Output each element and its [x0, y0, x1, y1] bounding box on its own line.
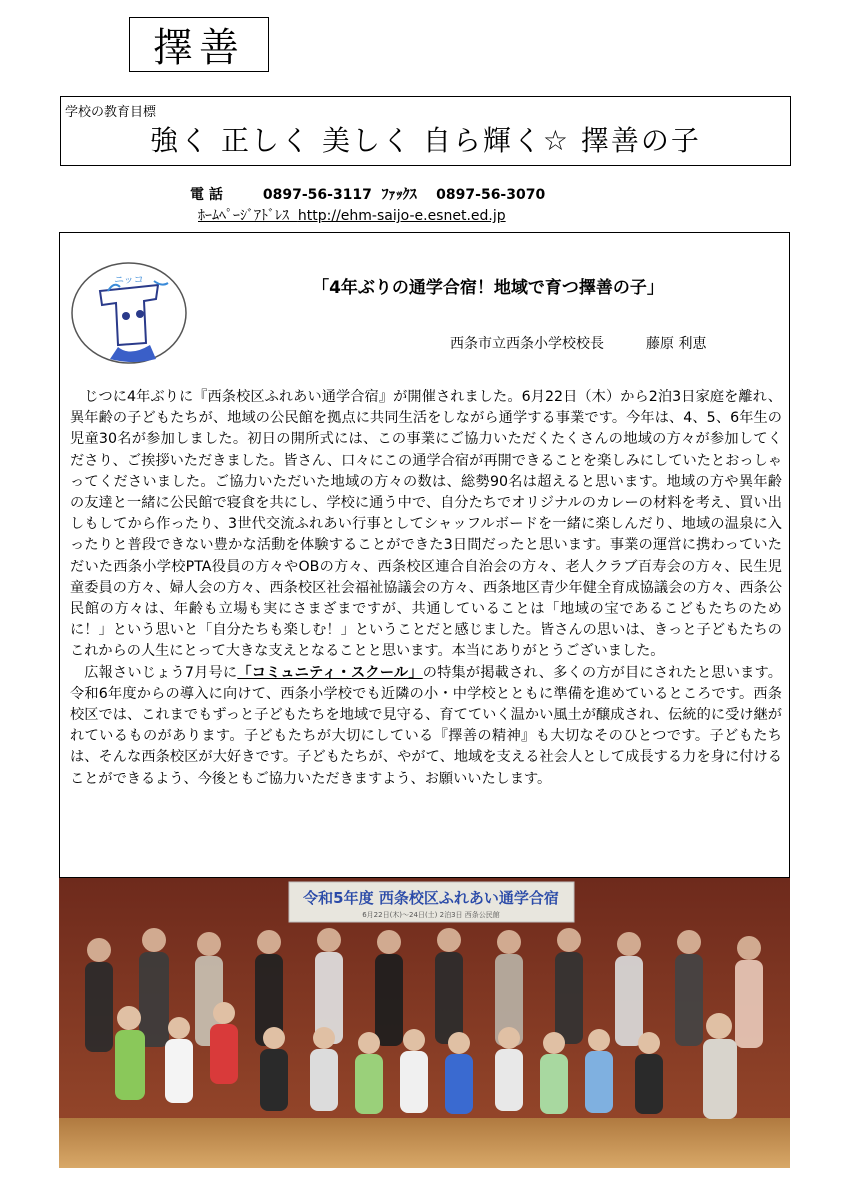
homepage-link[interactable]: http://ehm-saijo-e.esnet.ed.jp [297, 208, 506, 224]
mascot-icon [70, 261, 188, 365]
article-author [450, 333, 706, 353]
banner-title: 令和5年度 西条校区ふれあい通学合宿 [303, 889, 559, 907]
contact-info [190, 184, 545, 204]
phone-label: 電 話 [190, 187, 223, 203]
mascot-text: ニッコ [114, 275, 144, 286]
fax-number: 0897-56-3070 [436, 187, 546, 203]
group-photo [59, 878, 790, 1168]
education-goal-box [60, 96, 791, 166]
banner-subtitle: 6月22日(木)〜24日(土) 2泊3日 西条公民館 [362, 911, 500, 919]
group-photo-image [59, 878, 790, 1168]
paragraph-2 [70, 663, 782, 790]
phone-number: 0897-56-3117 [262, 187, 372, 203]
homepage-label: ﾎｰﾑﾍﾟｰｼﾞｱﾄﾞﾚｽ [198, 208, 289, 224]
paragraph-2-rest: の特集が掲載され、多くの方が目にされたと思います。令和6年度からの導入に向けて、西条小学校でも近隣の小・中学校とともに準備を進めているところです。西条校区では、これまでもずっと子どもたちを地域で見守る、育てていく温かい風土が醸成され、伝統的に受け継がれているものがあります。子どもたちが大切にしている『擇善の精神』も大切なそのひとつです。子どもたちは、そんな西条校区が大好きです。子どもたちが、やがて、地域を支える社会人として成長する力を身に付けることができるよう、今後ともご協力いただきますよう、お願いいたします。 [70, 664, 782, 787]
goal-text: 強く 正しく 美しく 自ら輝く☆ 擇善の子 [150, 124, 701, 157]
article-title: 「4年ぶりの通学合宿！地域で育つ擇善の子」 [312, 278, 664, 298]
paragraph-2-lead: 広報さいじょう7月号に [84, 664, 238, 681]
article-box [59, 232, 790, 878]
school-logo [129, 17, 269, 72]
community-school-highlight: 「コミュニティ・スクール」 [237, 664, 423, 681]
fax-label: ﾌｧｯｸｽ [381, 187, 417, 203]
goal-label: 学校の教育目標 [65, 105, 157, 120]
author-name: 藤原 利恵 [646, 336, 707, 352]
author-org: 西条市立西条小学校校長 [450, 336, 604, 352]
homepage-line [198, 205, 506, 225]
article-body [70, 387, 782, 790]
paragraph-1: じつに4年ぶりに『西条校区ふれあい通学合宿』が開催されました。6月22日（木）から2泊3日家庭を離れ、異年齢の子どもたちが、地域の公民館を拠点に共同生活をしながら通学する事業です。今年は、4、5、6年生の児童30名が参加しました。初日の開所式には、この事業にご協力いただくたくさんの地域の方々が参加してくださり、ご挨拶いただきました。皆さん、口々にこの通学合宿が再開できることを楽しみにしていたとおっしゃってくださいました。ご協力いただいた地域の方々の数は、総勢90名は超えると思います。地域の方や異年齢の友達と一緒に公民館で寝食を共にし、学校に通う中で、自分たちでオリジナルのカレーの材料を考え、買い出しもしてから作ったり、3世代交流ふれあい行事としてシャッフルボードを一緒に楽しんだり、地域の温泉に入ったりと普段できない豊かな活動を体験することができた3日間だったと思います。事業の運営に携わっていただいた西条小学校PTA役員の方々やOBの方々、西条校区連合自治会の方々、老人クラブ百寿会の方々、民生児童委員の方々、婦人会の方々、西条校区社会福祉協議会の方々、西条地区青少年健全育成協議会の方々、西条公民館の方々は、年齢も立場も実にさまざまですが、共通していることは「地域の宝であるこどもたちのために！」という思いと「自分たちも楽しむ！」ということだと感じました。皆さんの思いは、きっと子どもたちのこれからの人生にとって大きな支えとなることと思います。本当にありがとうございました。 [70, 389, 782, 660]
logo-text: 擇善 [153, 25, 245, 71]
